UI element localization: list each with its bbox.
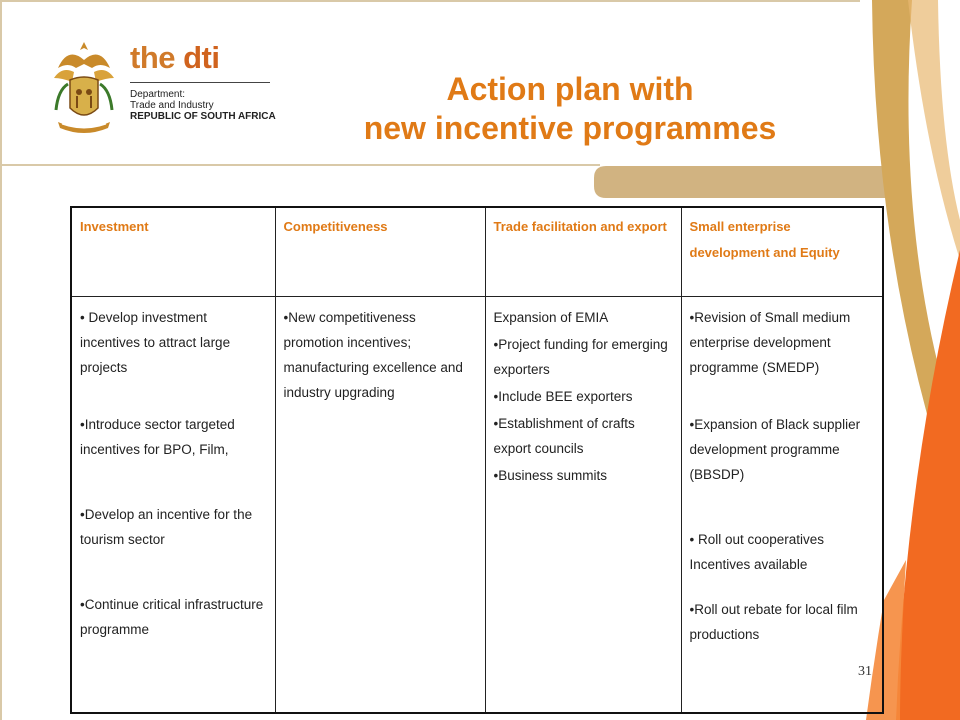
small-enterprise-cell <box>681 297 883 714</box>
table-header-row <box>71 207 883 297</box>
list-item: •Roll out rebate for local film productions <box>689 602 858 642</box>
slide-number: 31 <box>858 664 872 679</box>
list-item: •Introduce sector targeted incentives for BPO, Film, <box>80 417 235 457</box>
list-item: •Business summits <box>493 468 608 483</box>
list-item: •Revision of Small medium enterprise development programme (SMEDP) <box>689 310 851 375</box>
list-item: •Project funding for emerging exporters <box>493 337 668 377</box>
header-small-enterprise: Small enterprise development and Equity <box>681 207 883 297</box>
list-item: •Include BEE exporters <box>493 389 633 404</box>
dti-logo <box>48 38 288 142</box>
list-item: •Develop an incentive for the tourism sector <box>80 507 253 547</box>
action-plan-table <box>70 206 884 714</box>
title-line-2: new incentive programmes <box>363 110 777 146</box>
header-investment: Investment <box>71 207 275 297</box>
list-item: •New competitiveness promotion incentives; manufacturing excellence and industry upgrading <box>283 310 463 400</box>
list-item: • Develop investment incentives to attract large projects <box>80 310 231 375</box>
brand-department: Department: <box>130 89 186 100</box>
slide-title <box>300 70 840 148</box>
list-item: Expansion of EMIA <box>493 310 609 325</box>
list-item: •Continue critical infrastructure programme <box>80 597 264 637</box>
title-line-1: Action plan with <box>446 71 694 107</box>
header-trade-facilitation: Trade facilitation and export <box>485 207 681 297</box>
trade-facilitation-cell <box>485 297 681 714</box>
table-row <box>71 297 883 714</box>
list-item: • Roll out cooperatives Incentives available <box>689 532 825 572</box>
header-competitiveness: Competitiveness <box>275 207 485 297</box>
brand-republic: REPUBLIC OF SOUTH AFRICA <box>130 111 276 122</box>
coat-of-arms-icon <box>48 38 120 138</box>
brand-name: the dti <box>130 40 220 75</box>
brand-trade-industry: Trade and Industry <box>130 100 214 111</box>
competitiveness-cell <box>275 297 485 714</box>
list-item: •Expansion of Black supplier development programme (BBSDP) <box>689 417 861 482</box>
investment-cell <box>71 297 275 714</box>
tan-header-bar <box>594 166 886 198</box>
brand-rule <box>130 82 270 83</box>
light-gold-stripe <box>908 0 960 260</box>
list-item: •Establishment of crafts export councils <box>493 416 635 456</box>
